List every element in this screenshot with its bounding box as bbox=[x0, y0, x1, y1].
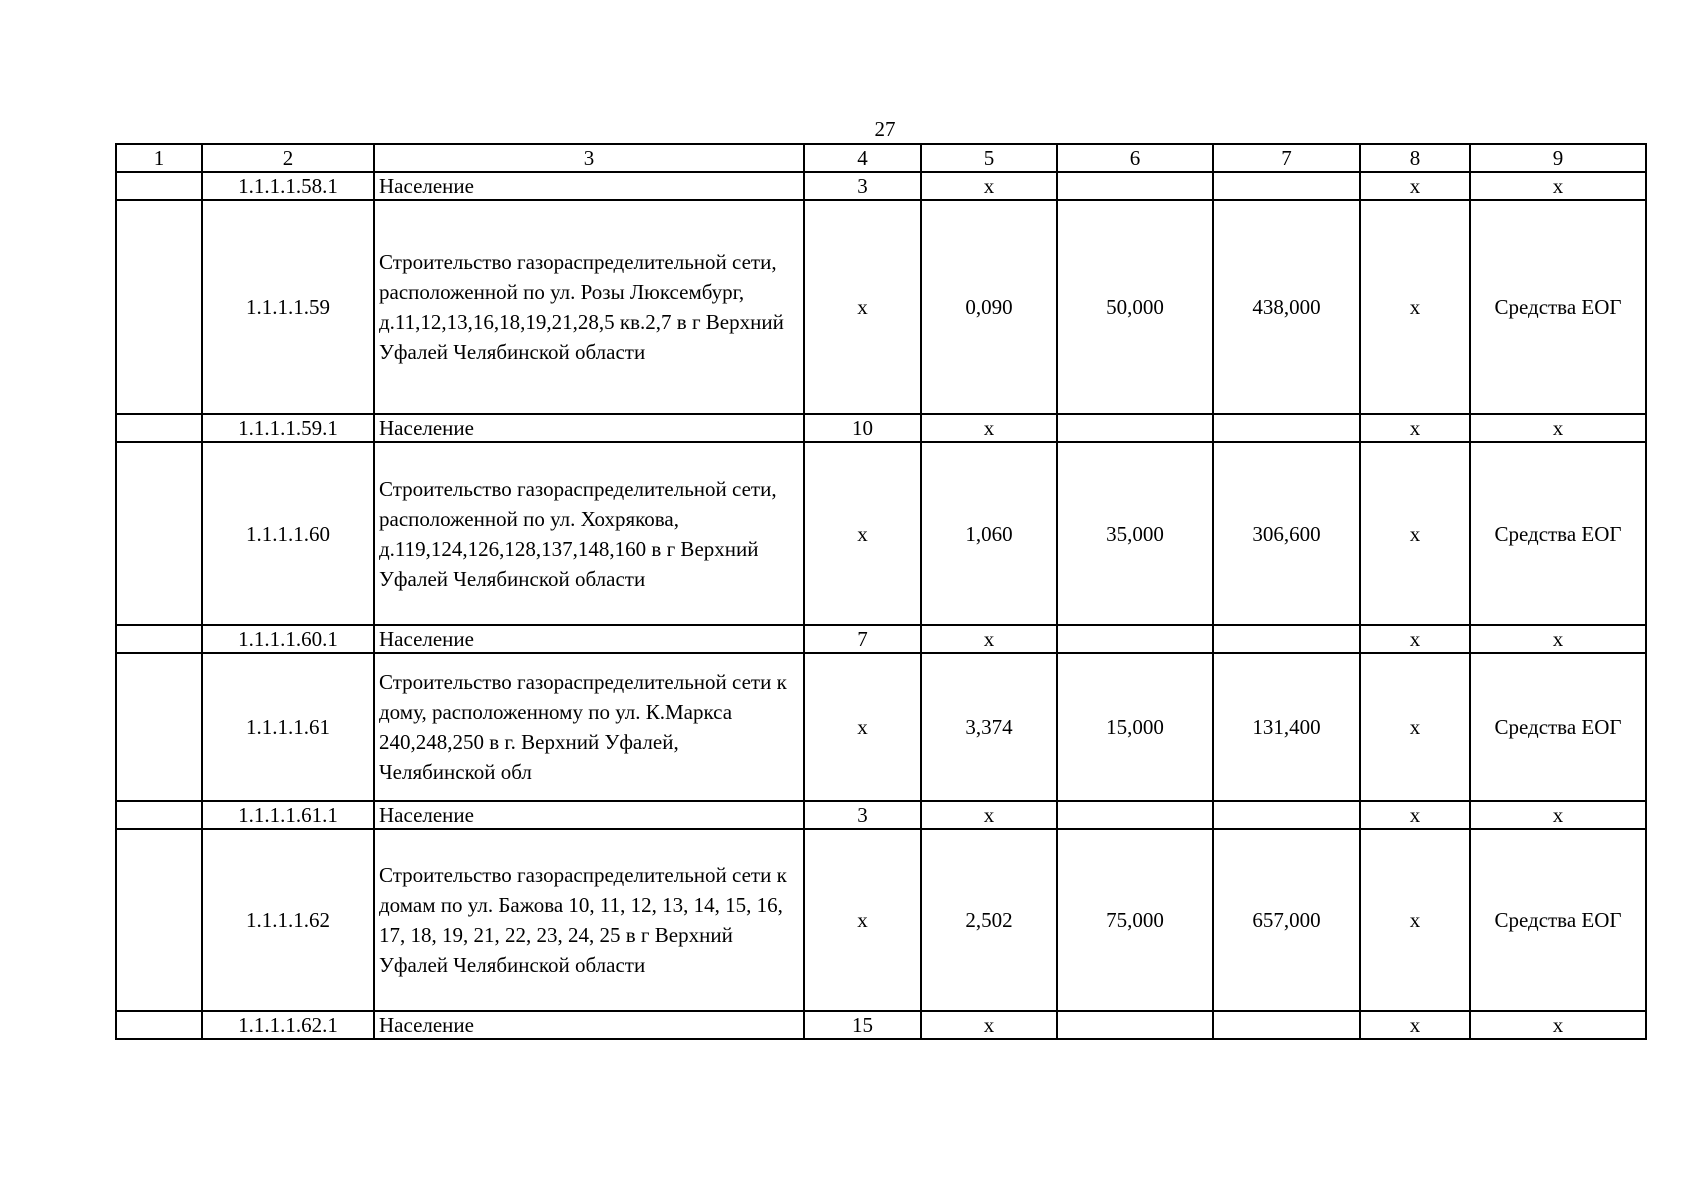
total-cell bbox=[1213, 414, 1360, 442]
description-cell: Население bbox=[374, 1011, 804, 1039]
cost-cell: 50,000 bbox=[1057, 200, 1213, 414]
total-cell bbox=[1213, 801, 1360, 829]
source-cell: х bbox=[1470, 1011, 1646, 1039]
length-cell: 0,090 bbox=[921, 200, 1057, 414]
total-cell: 657,000 bbox=[1213, 829, 1360, 1011]
cost-cell bbox=[1057, 625, 1213, 653]
col8-cell: х bbox=[1360, 414, 1470, 442]
quantity-cell: х bbox=[804, 442, 921, 625]
description-cell: Население bbox=[374, 801, 804, 829]
description-cell: Строительство газораспределительной сети к дому, расположенному по ул. К.Маркса 240,248,250 в г. Верхний Уфалей, Челябинской обл bbox=[374, 653, 804, 801]
cost-cell: 35,000 bbox=[1057, 442, 1213, 625]
row-number-cell bbox=[116, 625, 202, 653]
col8-cell: х bbox=[1360, 200, 1470, 414]
cost-cell: 75,000 bbox=[1057, 829, 1213, 1011]
description-cell: Строительство газораспределительной сети, расположенной по ул. Хохрякова, д.119,124,126,128,137,148,160 в г Верхний Уфалей Челябинской области bbox=[374, 442, 804, 625]
quantity-cell: 10 bbox=[804, 414, 921, 442]
header-cell: 8 bbox=[1360, 144, 1470, 172]
code-cell: 1.1.1.1.62 bbox=[202, 829, 374, 1011]
cost-cell bbox=[1057, 172, 1213, 200]
code-cell: 1.1.1.1.58.1 bbox=[202, 172, 374, 200]
row-number-cell bbox=[116, 200, 202, 414]
code-cell: 1.1.1.1.59.1 bbox=[202, 414, 374, 442]
length-cell: 3,374 bbox=[921, 653, 1057, 801]
header-row bbox=[116, 144, 1646, 172]
header-cell: 3 bbox=[374, 144, 804, 172]
table-row bbox=[116, 653, 1646, 801]
table-row bbox=[116, 1011, 1646, 1039]
table-row bbox=[116, 172, 1646, 200]
cost-cell bbox=[1057, 801, 1213, 829]
source-cell: х bbox=[1470, 172, 1646, 200]
cost-cell bbox=[1057, 1011, 1213, 1039]
col8-cell: х bbox=[1360, 442, 1470, 625]
col8-cell: х bbox=[1360, 801, 1470, 829]
table-row bbox=[116, 625, 1646, 653]
header-cell: 4 bbox=[804, 144, 921, 172]
description-cell: Строительство газораспределительной сети к домам по ул. Бажова 10, 11, 12, 13, 14, 15, 16, 17, 18, 19, 21, 22, 23, 24, 25 в г Верхний Уфалей Челябинской области bbox=[374, 829, 804, 1011]
description-cell: Население bbox=[374, 625, 804, 653]
total-cell bbox=[1213, 625, 1360, 653]
length-cell: х bbox=[921, 414, 1057, 442]
row-number-cell bbox=[116, 442, 202, 625]
quantity-cell: 3 bbox=[804, 801, 921, 829]
source-cell: х bbox=[1470, 414, 1646, 442]
total-cell: 131,400 bbox=[1213, 653, 1360, 801]
total-cell bbox=[1213, 172, 1360, 200]
quantity-cell: 3 bbox=[804, 172, 921, 200]
quantity-cell: х bbox=[804, 200, 921, 414]
code-cell: 1.1.1.1.61.1 bbox=[202, 801, 374, 829]
header-cell: 1 bbox=[116, 144, 202, 172]
row-number-cell bbox=[116, 801, 202, 829]
quantity-cell: 7 bbox=[804, 625, 921, 653]
source-cell: Средства ЕОГ bbox=[1470, 829, 1646, 1011]
quantity-cell: х bbox=[804, 829, 921, 1011]
row-number-cell bbox=[116, 653, 202, 801]
description-cell: Строительство газораспределительной сети, расположенной по ул. Розы Люксембург, д.11,12,13,16,18,19,21,28,5 кв.2,7 в г Верхний Уфалей Челябинской области bbox=[374, 200, 804, 414]
quantity-cell: 15 bbox=[804, 1011, 921, 1039]
code-cell: 1.1.1.1.62.1 bbox=[202, 1011, 374, 1039]
row-number-cell bbox=[116, 414, 202, 442]
table-row bbox=[116, 442, 1646, 625]
col8-cell: х bbox=[1360, 653, 1470, 801]
table-row bbox=[116, 414, 1646, 442]
col8-cell: х bbox=[1360, 1011, 1470, 1039]
row-number-cell bbox=[116, 1011, 202, 1039]
header-cell: 2 bbox=[202, 144, 374, 172]
table-row bbox=[116, 829, 1646, 1011]
description-cell: Население bbox=[374, 414, 804, 442]
source-cell: х bbox=[1470, 801, 1646, 829]
length-cell: х bbox=[921, 801, 1057, 829]
length-cell: х bbox=[921, 625, 1057, 653]
source-cell: х bbox=[1470, 625, 1646, 653]
source-cell: Средства ЕОГ bbox=[1470, 653, 1646, 801]
source-cell: Средства ЕОГ bbox=[1470, 442, 1646, 625]
code-cell: 1.1.1.1.59 bbox=[202, 200, 374, 414]
header-cell: 5 bbox=[921, 144, 1057, 172]
col8-cell: х bbox=[1360, 625, 1470, 653]
source-cell: Средства ЕОГ bbox=[1470, 200, 1646, 414]
col8-cell: х bbox=[1360, 172, 1470, 200]
row-number-cell bbox=[116, 172, 202, 200]
length-cell: х bbox=[921, 172, 1057, 200]
header-cell: 6 bbox=[1057, 144, 1213, 172]
description-cell: Население bbox=[374, 172, 804, 200]
table-row bbox=[116, 200, 1646, 414]
cost-cell: 15,000 bbox=[1057, 653, 1213, 801]
length-cell: 2,502 bbox=[921, 829, 1057, 1011]
quantity-cell: х bbox=[804, 653, 921, 801]
code-cell: 1.1.1.1.60.1 bbox=[202, 625, 374, 653]
total-cell bbox=[1213, 1011, 1360, 1039]
header-cell: 9 bbox=[1470, 144, 1646, 172]
col8-cell: х bbox=[1360, 829, 1470, 1011]
length-cell: 1,060 bbox=[921, 442, 1057, 625]
row-number-cell bbox=[116, 829, 202, 1011]
length-cell: х bbox=[921, 1011, 1057, 1039]
page-number: 27 bbox=[874, 117, 896, 141]
header-cell: 7 bbox=[1213, 144, 1360, 172]
table-row bbox=[116, 801, 1646, 829]
total-cell: 438,000 bbox=[1213, 200, 1360, 414]
code-cell: 1.1.1.1.61 bbox=[202, 653, 374, 801]
data-table bbox=[115, 143, 1647, 1040]
code-cell: 1.1.1.1.60 bbox=[202, 442, 374, 625]
total-cell: 306,600 bbox=[1213, 442, 1360, 625]
cost-cell bbox=[1057, 414, 1213, 442]
